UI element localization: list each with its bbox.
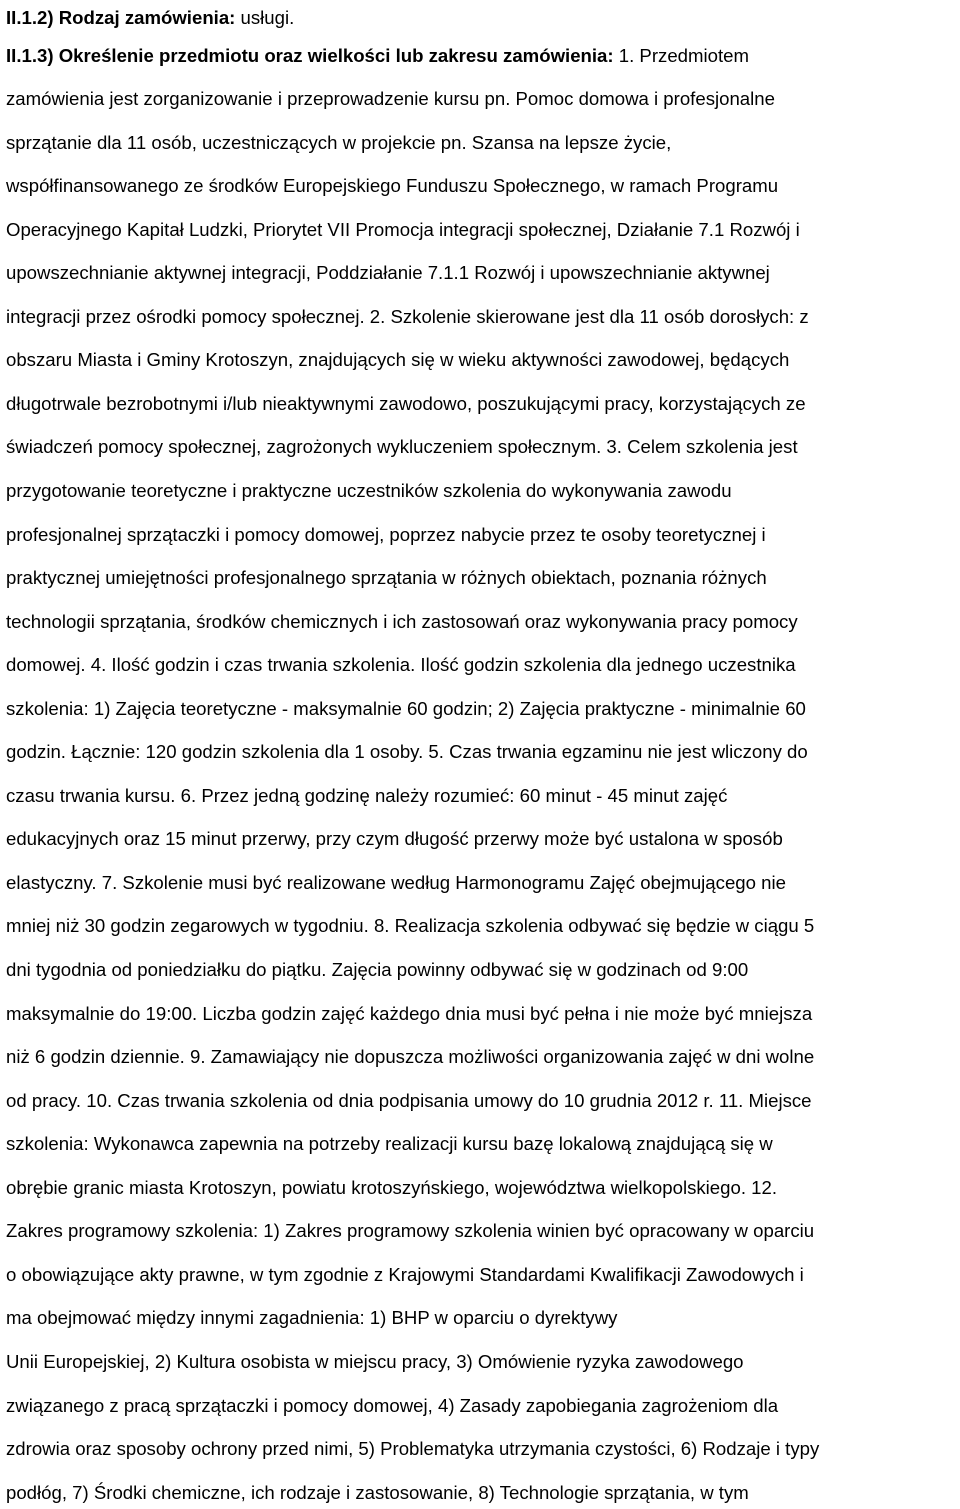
heading-order-type <box>6 6 294 30</box>
paragraph-line: ma obejmować między innymi zagadnienia: 1) BHP w oparciu o dyrektywy <box>6 1307 618 1329</box>
paragraph-line: o obowiązujące akty prawne, w tym zgodnie z Krajowymi Standardami Kwalifikacji Zawodowych i <box>6 1263 804 1285</box>
paragraph-line: od pracy. 10. Czas trwania szkolenia od dnia podpisania umowy do 10 grudnia 2012 r. 11. Miejsce <box>6 1089 812 1111</box>
paragraph-line: profesjonalnej sprzątaczki i pomocy domowej, poprzez nabycie przez te osoby teoretycznej i <box>6 523 766 545</box>
paragraph-line: mniej niż 30 godzin zegarowych w tygodniu. 8. Realizacja szkolenia odbywać się będzie w ciągu 5 <box>6 915 815 937</box>
paragraph-line: obrębie granic miasta Krotoszyn, powiatu krotoszyńskiego, województwa wielkopolskiego. 12. <box>6 1176 777 1198</box>
order-type-label: II.1.2) Rodzaj zamówienia: <box>6 7 236 28</box>
paragraph-line: Unii Europejskiej, 2) Kultura osobista w miejscu pracy, 3) Omówienie ryzyka zawodowego <box>6 1350 744 1372</box>
heading-order-subject <box>6 44 749 68</box>
paragraph-line: elastyczny. 7. Szkolenie musi być realizowane według Harmonogramu Zajęć obejmującego nie <box>6 871 786 893</box>
paragraph-line: godzin. Łącznie: 120 godzin szkolenia dla 1 osoby. 5. Czas trwania egzaminu nie jest wliczony do <box>6 741 808 763</box>
paragraph-line: współfinansowanego ze środków Europejskiego Funduszu Społecznego, w ramach Programu <box>6 175 779 197</box>
paragraph-line: praktycznej umiejętności profesjonalnego sprzątania w różnych obiektach, poznania różnych <box>6 567 767 588</box>
paragraph-line: długotrwale bezrobotnymi i/lub nieaktywnymi zawodowo, poszukującymi pracy, korzystających ze <box>6 392 806 414</box>
paragraph-line: związanego z pracą sprzątaczki i pomocy domowej, 4) Zasady zapobiegania zagrożeniom dla <box>6 1394 779 1416</box>
paragraph-line: sprzątanie dla 11 osób, uczestniczących w projekcie pn. Szansa na lepsze życie, <box>6 131 672 153</box>
paragraph-line: świadczeń pomocy społecznej, zagrożonych wykluczeniem społecznym. 3. Celem szkolenia jest <box>6 436 798 458</box>
order-type-value: usługi. <box>235 7 295 28</box>
paragraph-line: integracji przez ośrodki pomocy społecznej. 2. Szkolenie skierowane jest dla 11 osób dorosłych: z <box>6 305 809 327</box>
paragraph-line: dni tygodnia od poniedziałku do piątku. Zajęcia powinny odbywać się w godzinach od 9:00 <box>6 959 749 980</box>
paragraph-line: szkolenia: Wykonawca zapewnia na potrzeby realizacji kursu bazę lokalową znajdującą się w <box>6 1133 773 1155</box>
paragraph-line: szkolenia: 1) Zajęcia teoretyczne - maksymalnie 60 godzin; 2) Zajęcia praktyczne - minimalnie 60 <box>6 697 806 719</box>
paragraph-line: upowszechnianie aktywnej integracji, Poddziałanie 7.1.1 Rozwój i upowszechnianie aktywnej <box>6 262 770 284</box>
paragraph-line: podłóg, 7) Środki chemiczne, ich rodzaje i zastosowanie, 8) Technologie sprzątania, w tym <box>6 1481 749 1503</box>
paragraph-line: edukacyjnych oraz 15 minut przerwy, przy czym długość przerwy może być ustalona w sposób <box>6 828 783 850</box>
paragraph-line: niż 6 godzin dziennie. 9. Zamawiający nie dopuszcza możliwości organizowania zajęć w dni wolne <box>6 1046 815 1068</box>
paragraph-line: zdrowia oraz sposoby ochrony przed nimi, 5) Problematyka utrzymania czystości, 6) Rodzaje i typy <box>6 1438 820 1459</box>
paragraph-line: przygotowanie teoretyczne i praktyczne uczestników szkolenia do wykonywania zawodu <box>6 479 732 501</box>
paragraph-line: Zakres programowy szkolenia: 1) Zakres programowy szkolenia winien być opracowany w oparciu <box>6 1220 815 1242</box>
order-subject-value: 1. Przedmiotem <box>613 45 749 66</box>
paragraph-line: maksymalnie do 19:00. Liczba godzin zajęć każdego dnia musi być pełna i nie może być mniejsza <box>6 1002 813 1024</box>
paragraph-line: technologii sprzątania, środków chemicznych i ich zastosowań oraz wykonywania pracy pomocy <box>6 610 798 632</box>
order-subject-label: II.1.3) Określenie przedmiotu oraz wielkości lub zakresu zamówienia: <box>6 45 614 66</box>
paragraph-line: obszaru Miasta i Gminy Krotoszyn, znajdujących się w wieku aktywności zawodowej, będących <box>6 349 790 371</box>
paragraph-line: domowej. 4. Ilość godzin i czas trwania szkolenia. Ilość godzin szkolenia dla jednego uczestnika <box>6 654 796 676</box>
paragraph-line: czasu trwania kursu. 6. Przez jedną godzinę należy rozumieć: 60 minut - 45 minut zajęć <box>6 784 728 806</box>
paragraph-line: Operacyjnego Kapitał Ludzki, Priorytet VII Promocja integracji społecznej, Działanie 7.1 Rozwój i <box>6 218 800 240</box>
paragraph-line: zamówienia jest zorganizowanie i przeprowadzenie kursu pn. Pomoc domowa i profesjonalne <box>6 88 775 109</box>
